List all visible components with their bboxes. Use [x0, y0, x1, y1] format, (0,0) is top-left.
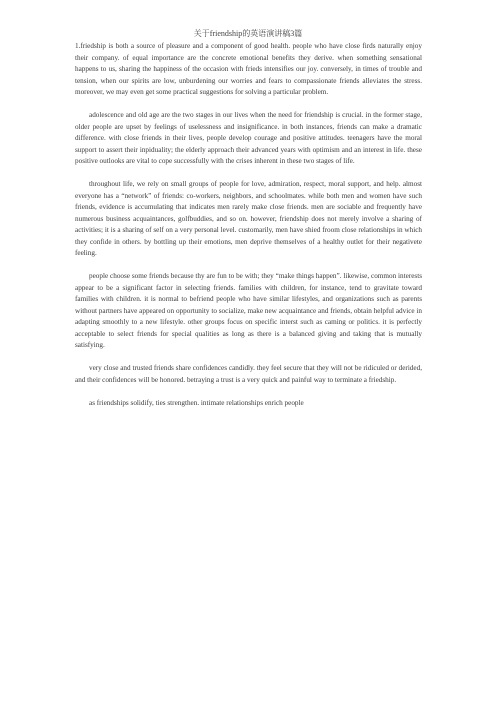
paragraph-1: 1.friedship is both a source of pleasure and a component of good health. people who have close firds naturally enjoy their company. of equal importance are the concrete emotional benefits they derive. when something sensational happens to us, sharing the happiness of the occasion with frieds intensifies our joy. conversely, in times of trouble and tension, when our spirits are low, unburdening our worries and fears to compassionate friends alleviates the stress. moreover, we may even get some practical suggestions for solving a particular problem.	[75, 42, 422, 96]
paragraph-3: throughout life, we rely on small groups of people for love, admiration, respect, moral support, and help. almost everyone has a “network” of friends: co-workers, neighbors, and schoolmates. while both men and women have such friends, evidence is accumulating that indicates men rarely make close friends. men are sociable and frequently have numerous business acquaintances, golfbuddies, and so on. however, friendship does not merely involve a sharing of activities; it is a sharing of self on a very personal level. customarily, men have shied froom close relationships in which they confide in others. by bottling up their emotions, men deprive themselves of a healthy outlet for their negativete feeling.	[75, 180, 422, 257]
paragraph-6: as friendships solidify, ties strengthen. intimate relationships enrich people	[89, 398, 304, 407]
paragraph-4: people choose some friends because thy are fun to be with; they “make things happen”. likewise, common interests appear to be a significant factor in selecting friends. families with children, for instance, tend to gravitate toward families with children. it is normal to befriend people who have similar lifestyles, and organizations such as parents without partners have appeared on opportunity to socialize, make new acquaintance and friends, obtain helpful advice in adapting smoothly to a new lifestyle. other groups focus on specific interst such as caming or politics. it is perfectly acceptable to select friends for special qualities as long as there is a balanced giving and taking that is mutually satisfying.	[75, 272, 422, 349]
paragraph-2: adolescence and old age are the two stages in our lives when the need for friendship is crucial. in the former stage, older people are upset by feelings of uselessness and insignificance. in both instances, friends can make a dramatic difference. with close friends in their lives, people develop courage and positive attitudes. teenagers have the moral support to assert their inpiduality; the elderly approach their advanced years with optimism and an interest in life. these positive outlooks are vital to cope successfully with the crises inherent in these two stages of life.	[75, 111, 422, 165]
paragraph-5: very close and trusted friends share confidences candidly. they feel secure that they will not be ridiculed or derided, and their confidences will be honored. betraying a trust is a very quick and painful way to terminate a friedship.	[75, 364, 422, 384]
document-title: 关于friendship的英语演讲稿3篇	[193, 29, 303, 38]
document-body	[75, 41, 422, 421]
